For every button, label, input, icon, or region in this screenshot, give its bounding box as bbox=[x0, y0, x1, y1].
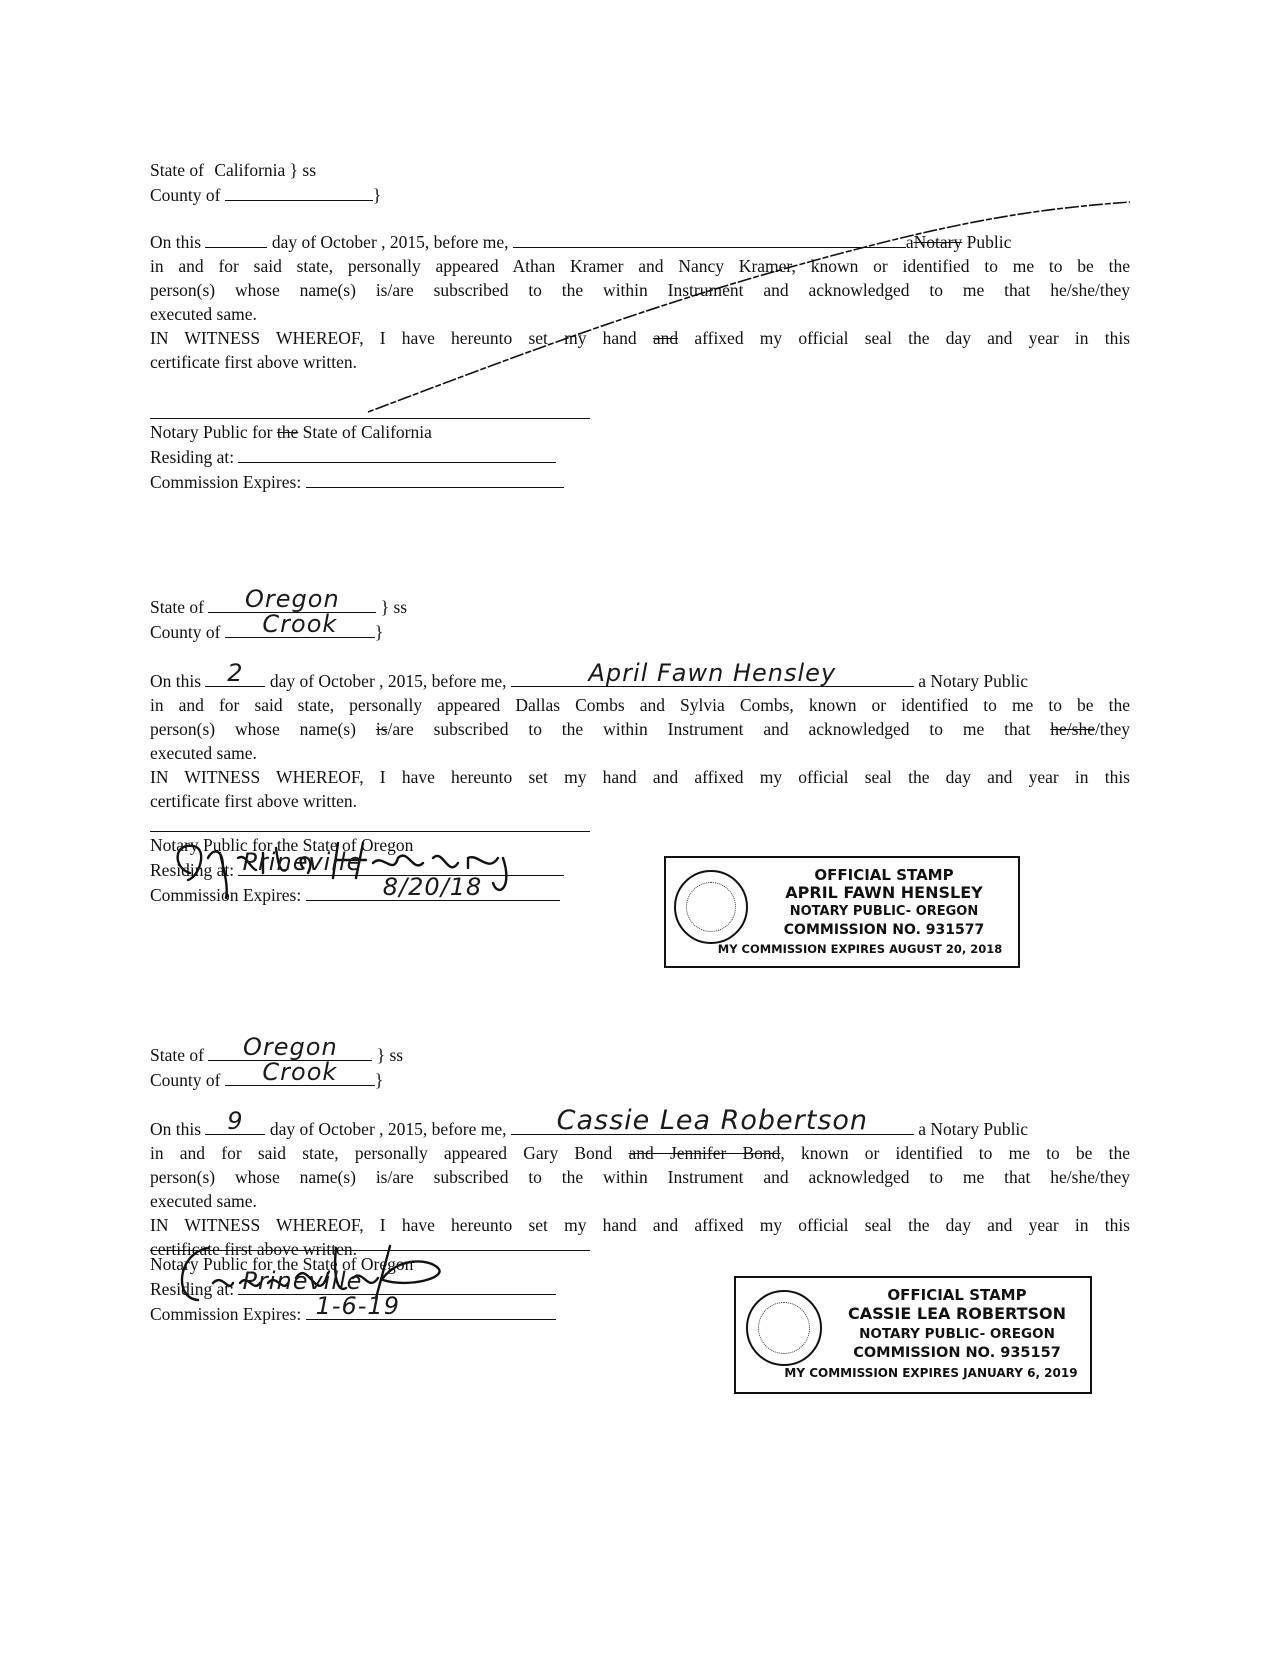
county-handwritten: Crook bbox=[262, 610, 338, 638]
notary-footer-california bbox=[150, 420, 1130, 494]
witness-text-a: IN WITNESS WHEREOF, I have hereunto set my hand bbox=[150, 328, 637, 348]
day-blank bbox=[205, 229, 267, 248]
brace: } bbox=[374, 1070, 384, 1090]
is-struck: is bbox=[375, 719, 388, 739]
county-blank bbox=[225, 182, 373, 201]
notary-for-text: Notary Public for the State of Oregon bbox=[150, 1254, 414, 1274]
notary-for-text: Notary Public for bbox=[150, 422, 273, 442]
stamp-line-4: COMMISSION NO. 935157 bbox=[853, 1345, 1061, 1361]
line2-a: in and for said state, personally appeared Gary Bond bbox=[150, 1143, 613, 1163]
commission-label: Commission Expires: bbox=[150, 885, 302, 905]
residing-label: Residing at: bbox=[150, 860, 235, 880]
county-blank bbox=[225, 610, 375, 638]
day-handwritten: 9 bbox=[227, 1107, 244, 1135]
brace: } bbox=[372, 185, 382, 205]
residing-label: Residing at: bbox=[150, 1279, 235, 1299]
signature-line bbox=[150, 418, 590, 419]
county-handwritten: Crook bbox=[262, 1058, 338, 1086]
notary-name-blank bbox=[511, 1105, 914, 1136]
paragraph-line-3: person(s) whose name(s) is/are subscribed to the within Instrument and acknowledged to me that he/she/they bbox=[150, 280, 1130, 300]
commission-handwritten: 1-6-19 bbox=[315, 1292, 400, 1320]
paragraph-line-5: IN WITNESS WHEREOF, I have hereunto set my hand and affixed my official seal the day and year in this bbox=[150, 767, 1130, 787]
county-label: County of bbox=[150, 622, 221, 642]
county-line bbox=[150, 1058, 1130, 1092]
county-label: County of bbox=[150, 185, 221, 205]
stamp-line-1: OFFICIAL STAMP bbox=[887, 1286, 1027, 1304]
residing-label: Residing at: bbox=[150, 447, 235, 467]
county-line bbox=[150, 610, 1130, 644]
state-seal-icon bbox=[746, 1290, 822, 1366]
commission-label: Commission Expires: bbox=[150, 1304, 302, 1324]
void-strike-line bbox=[360, 190, 1140, 420]
day-of-text: day of October , 2015, before me, bbox=[269, 671, 507, 691]
paragraph-line-1 bbox=[150, 659, 1130, 693]
paragraph-line-6: certificate first above written. bbox=[150, 791, 357, 811]
public-text: Public bbox=[966, 232, 1012, 252]
official-stamp-robertson bbox=[734, 1276, 1092, 1394]
notary-struck: Notary bbox=[913, 232, 963, 252]
ss-mark: } ss bbox=[380, 597, 408, 617]
residing-handwritten: Prineville bbox=[242, 1267, 363, 1295]
paragraph-line-4: executed same. bbox=[150, 304, 257, 324]
line2-b: , known or identified to me to be the bbox=[780, 1143, 1131, 1163]
notary-for-line bbox=[150, 420, 1130, 444]
commission-blank bbox=[306, 469, 564, 488]
commission-handwritten: 8/20/18 bbox=[382, 873, 483, 901]
notary-for-text: Notary Public for the State of Oregon bbox=[150, 835, 414, 855]
on-this-label: On this bbox=[150, 1119, 202, 1139]
day-of-text: day of October , 2015, before me, bbox=[269, 1119, 507, 1139]
state-handwritten: Oregon bbox=[243, 1033, 338, 1061]
jennifer-bond-struck: and Jennifer Bond bbox=[628, 1143, 781, 1163]
stamp-line-5: MY COMMISSION EXPIRES JANUARY 6, 2019 bbox=[784, 1366, 1078, 1380]
line3-b: /are subscribed to the within Instrument and acknowledged to me that bbox=[387, 719, 1031, 739]
residing-blank bbox=[238, 444, 556, 463]
stamp-line-3: NOTARY PUBLIC- OREGON bbox=[789, 904, 979, 919]
state-seal-icon bbox=[674, 870, 748, 944]
line3-a: person(s) whose name(s) bbox=[150, 719, 356, 739]
and-struck: and bbox=[652, 328, 679, 348]
county-blank bbox=[225, 1058, 375, 1086]
residing-line bbox=[150, 444, 1130, 469]
paragraph-line-2: in and for said state, personally appeared Dallas Combs and Sylvia Combs, known or identified to me to be the bbox=[150, 695, 1130, 715]
the-struck: the bbox=[276, 422, 299, 442]
acknowledgment-block-hensley bbox=[150, 585, 1130, 813]
paragraph-line-4: executed same. bbox=[150, 1191, 257, 1211]
witness-text-b: affixed my official seal the day and year in this bbox=[694, 328, 1131, 348]
state-of-california: State of California bbox=[302, 422, 432, 442]
day-handwritten: 2 bbox=[227, 659, 244, 687]
notary-name-blank bbox=[511, 659, 914, 687]
state-label: State of bbox=[150, 1045, 204, 1065]
signature-line bbox=[150, 1250, 590, 1251]
signature-line bbox=[150, 831, 590, 832]
residing-handwritten: Prineville bbox=[242, 848, 363, 876]
state-label: State of bbox=[150, 597, 204, 617]
commission-line bbox=[150, 469, 1130, 494]
stamp-line-5: MY COMMISSION EXPIRES AUGUST 20, 2018 bbox=[717, 942, 1003, 956]
stamp-line-4: COMMISSION NO. 931577 bbox=[783, 922, 985, 938]
state-label: State of bbox=[150, 160, 204, 180]
a-text: a bbox=[905, 232, 914, 252]
paragraph-line-3: person(s) whose name(s) is/are subscribed to the within Instrument and acknowledged to me that he/she/they bbox=[150, 1167, 1130, 1187]
official-stamp-hensley bbox=[664, 856, 1020, 968]
stamp-line-3: NOTARY PUBLIC- OREGON bbox=[859, 1326, 1055, 1342]
notary-name-handwritten: April Fawn Hensley bbox=[588, 659, 837, 687]
on-this-label: On this bbox=[150, 232, 202, 252]
commission-label: Commission Expires: bbox=[150, 472, 302, 492]
day-of-text: day of October , 2015, before me, bbox=[271, 232, 509, 252]
ss-mark: } ss bbox=[289, 160, 317, 180]
paragraph-line-2: in and for said state, personally appeared Athan Kramer and Nancy Kramer, known or identified to me to be the bbox=[150, 256, 1130, 276]
notary-public-text: a Notary Public bbox=[918, 671, 1029, 691]
paragraph-line-1 bbox=[150, 1105, 1130, 1141]
day-blank bbox=[205, 1107, 265, 1135]
paragraph-line-5: IN WITNESS WHEREOF, I have hereunto set my hand and affixed my official seal the day and year in this bbox=[150, 1215, 1130, 1235]
stamp-line-1: OFFICIAL STAMP bbox=[814, 866, 954, 884]
paragraph-line-6: certificate first above written. bbox=[150, 1239, 357, 1259]
day-blank bbox=[205, 659, 265, 687]
paragraph-line-4: executed same. bbox=[150, 743, 257, 763]
stamp-line-2: CASSIE LEA ROBERTSON bbox=[847, 1304, 1067, 1323]
ss-mark: } ss bbox=[376, 1045, 404, 1065]
acknowledgment-block-robertson bbox=[150, 1033, 1131, 1261]
paragraph-line-3 bbox=[150, 717, 1130, 741]
commission-blank bbox=[306, 873, 560, 901]
county-label: County of bbox=[150, 1070, 221, 1090]
state-line bbox=[150, 158, 1130, 182]
paragraph-line-2 bbox=[150, 1141, 1130, 1165]
stamp-line-2: APRIL FAWN HENSLEY bbox=[785, 883, 983, 902]
paragraph-line-6: certificate first above written. bbox=[150, 352, 357, 372]
notary-public-text: a Notary Public bbox=[918, 1119, 1029, 1139]
brace: } bbox=[374, 622, 384, 642]
he-she-struck: he/she bbox=[1050, 719, 1095, 739]
on-this-label: On this bbox=[150, 671, 202, 691]
line3-c: /they bbox=[1095, 719, 1130, 739]
state-handwritten: Oregon bbox=[245, 585, 340, 613]
commission-blank bbox=[306, 1292, 556, 1320]
state-value: California bbox=[214, 160, 286, 180]
notary-name-handwritten: Cassie Lea Robertson bbox=[556, 1105, 869, 1136]
